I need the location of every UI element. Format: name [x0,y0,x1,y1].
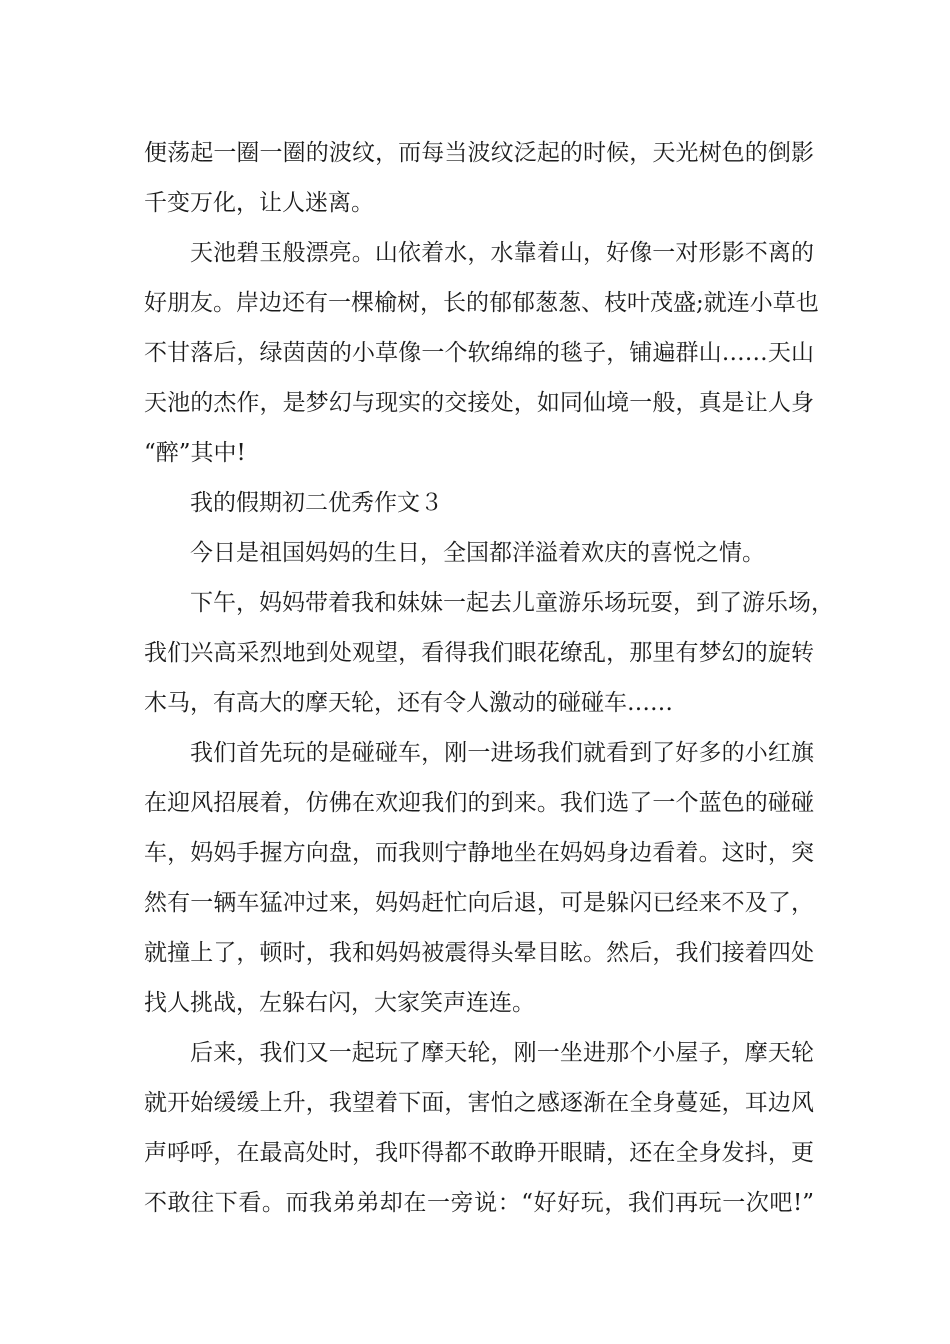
text-line: 我们兴高采烈地到处观望，看得我们眼花缭乱，那里有梦幻的旋转 [144,640,814,666]
text-line: 不敢往下看。而我弟弟却在一旁说：“好好玩，我们再玩一次吧!” [144,1190,814,1216]
text-line: 找人挑战，左躲右闪，大家笑声连连。 [144,990,535,1016]
text-line: 我们首先玩的是碰碰车，刚一进场我们就看到了好多的小红旗 [190,740,814,766]
text-line: 好朋友。岸边还有一棵榆树，长的郁郁葱葱、枝叶茂盛;就连小草也 [144,290,819,316]
text-line: 今日是祖国妈妈的生日，全国都洋溢着欢庆的喜悦之情。 [190,540,765,566]
text-line: 天池的杰作，是梦幻与现实的交接处，如同仙境一般，真是让人身 [144,390,814,416]
text-line: 车，妈妈手握方向盘，而我则宁静地坐在妈妈身边看着。这时，突 [144,840,814,866]
text-line: “醉”其中! [144,440,246,466]
text-line: 在迎风招展着，仿佛在欢迎我们的到来。我们选了一个蓝色的碰碰 [144,790,814,816]
text-line: 就开始缓缓上升，我望着下面，害怕之感逐渐在全身蔓延，耳边风 [144,1090,814,1116]
section-heading: 我的假期初二优秀作文３ [190,490,443,516]
document-body [144,128,834,1228]
text-line: 声呼呼，在最高处时，我吓得都不敢睁开眼睛，还在全身发抖，更 [144,1140,814,1166]
text-line: 后来，我们又一起玩了摩天轮，刚一坐进那个小屋子，摩天轮 [190,1040,814,1066]
text-line: 然有一辆车猛冲过来，妈妈赶忙向后退，可是躲闪已经来不及了， [144,890,814,916]
text-line: 就撞上了，顿时，我和妈妈被震得头晕目眩。然后，我们接着四处 [144,940,814,966]
text-line: 天池碧玉般漂亮。山依着水，水靠着山，好像一对形影不离的 [190,240,814,266]
text-line: 便荡起一圈一圈的波纹，而每当波纹泛起的时候，天光树色的倒影 [144,140,814,166]
text-line: 下午，妈妈带着我和妹妹一起去儿童游乐场玩耍，到了游乐场， [190,590,834,616]
text-line: 不甘落后，绿茵茵的小草像一个软绵绵的毯子，铺遍群山……天山 [144,340,814,366]
text-line: 木马，有高大的摩天轮，还有令人激动的碰碰车…… [144,690,673,716]
text-line: 千变万化，让人迷离。 [144,190,374,216]
